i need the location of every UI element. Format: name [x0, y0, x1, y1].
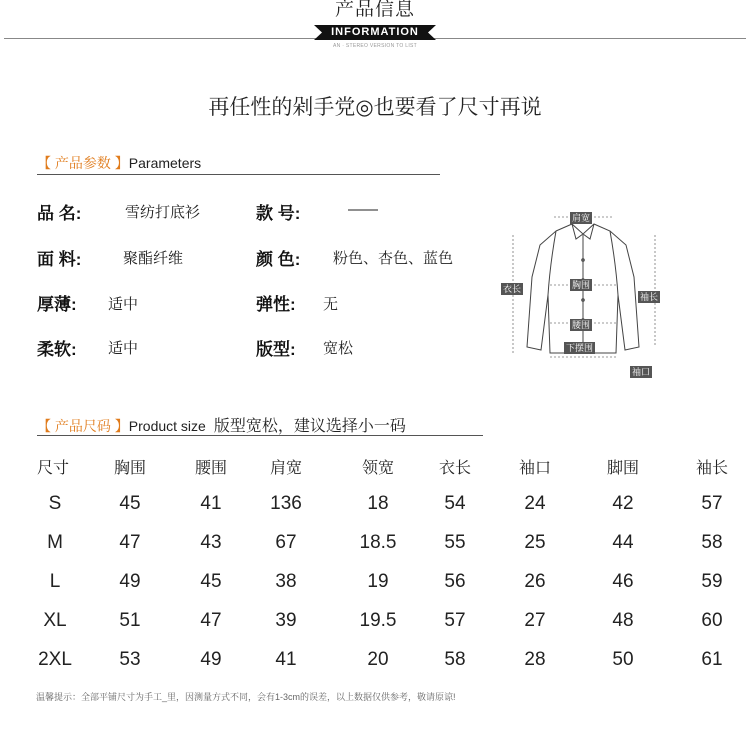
- size-divider: [37, 435, 483, 436]
- header-badge-text: INFORMATION: [331, 26, 419, 38]
- diagram-label-chest: 胸围: [572, 280, 591, 290]
- size-cell-r1-c5: 55: [444, 532, 466, 553]
- size-cell-r1-c2: 43: [200, 532, 222, 553]
- param-value-softness: 适中: [108, 340, 139, 357]
- size-cell-r4-c6: 28: [524, 649, 546, 670]
- shirt-measurement-diagram: [498, 205, 668, 380]
- size-cell-r3-c2: 47: [200, 610, 222, 631]
- param-label-fabric: 面 料:: [37, 250, 82, 269]
- size-header-5: 衣长: [438, 460, 471, 477]
- param-value-style: ——: [348, 201, 378, 218]
- header-subtitle: AN · STEREO VERSION TO LIST: [332, 43, 418, 49]
- size-cell-r3-c6: 27: [524, 610, 546, 631]
- size-cell-r1-c1: 47: [119, 532, 141, 553]
- size-cell-r2-c5: 56: [444, 571, 466, 592]
- params-divider: [37, 174, 440, 175]
- param-value-thickness: 适中: [108, 296, 139, 313]
- size-cell-r0-c0: S: [48, 493, 62, 514]
- size-cell-r3-c1: 51: [119, 610, 141, 631]
- size-cell-r2-c2: 45: [200, 571, 222, 592]
- param-value-fit: 宽松: [323, 340, 354, 357]
- size-header-2: 腰围: [194, 460, 227, 477]
- size-cell-r4-c8: 61: [701, 649, 723, 670]
- size-header-4: 领宽: [361, 460, 394, 477]
- size-header-1: 胸围: [113, 460, 146, 477]
- param-label-color: 颜 色:: [256, 250, 301, 269]
- size-cell-r4-c5: 58: [444, 649, 466, 670]
- size-fit-note: 版型宽松，建议选择小一码: [213, 418, 406, 435]
- size-title-en: Product size: [128, 418, 206, 434]
- param-label-thickness: 厚薄:: [37, 295, 77, 314]
- size-cell-r1-c6: 25: [524, 532, 546, 553]
- diagram-label-hem: 下摆围: [566, 343, 594, 353]
- diagram-label-waist: 腰围: [572, 320, 591, 330]
- size-cell-r0-c4: 18: [367, 493, 389, 514]
- size-cell-r3-c4: 19.5: [359, 610, 397, 631]
- param-label-fit: 版型:: [256, 340, 296, 359]
- diagram-label-length: 衣长: [503, 284, 522, 294]
- size-cell-r2-c1: 49: [119, 571, 141, 592]
- size-cell-r1-c0: M: [47, 532, 63, 553]
- size-cell-r3-c7: 48: [612, 610, 634, 631]
- diagram-label-cuff: 袖口: [632, 367, 651, 377]
- size-cell-r2-c4: 19: [367, 571, 389, 592]
- size-cell-r4-c0: 2XL: [38, 649, 72, 670]
- size-cell-r2-c8: 59: [701, 571, 723, 592]
- size-cell-r0-c3: 136: [270, 493, 302, 514]
- size-cell-r0-c1: 45: [119, 493, 141, 514]
- size-cell-r1-c8: 58: [701, 532, 723, 553]
- size-cell-r4-c3: 41: [275, 649, 297, 670]
- param-label-name: 品 名:: [37, 204, 82, 223]
- size-header-6: 袖口: [518, 460, 551, 477]
- size-cell-r1-c3: 67: [275, 532, 297, 553]
- size-section-title: [37, 413, 406, 436]
- headline: 再任性的剁手党◎也要看了尺寸再说: [208, 96, 542, 119]
- size-cell-r2-c6: 26: [524, 571, 546, 592]
- size-cell-r4-c2: 49: [200, 649, 222, 670]
- size-cell-r3-c8: 60: [701, 610, 723, 631]
- footer-note: 温馨提示：全部平铺尺寸为手工_里，因测量方式不同，会有1-3cm的误差，以上数据仅供参考，敬请原谅!: [36, 692, 456, 702]
- size-cell-r4-c7: 50: [612, 649, 634, 670]
- size-header-8: 袖长: [695, 460, 728, 477]
- param-label-style: 款 号:: [256, 204, 301, 223]
- size-header-7: 脚围: [606, 460, 639, 477]
- params-section-title: [37, 153, 201, 173]
- size-cell-r2-c3: 38: [275, 571, 297, 592]
- size-cell-r1-c4: 18.5: [359, 532, 397, 553]
- param-value-elasticity: 无: [323, 296, 339, 313]
- size-cell-r1-c7: 44: [612, 532, 634, 553]
- diagram-label-sleeve: 袖长: [640, 292, 659, 302]
- size-cell-r3-c5: 57: [444, 610, 466, 631]
- size-cell-r0-c6: 24: [524, 493, 546, 514]
- size-cell-r3-c3: 39: [275, 610, 297, 631]
- param-label-elasticity: 弹性:: [256, 295, 296, 314]
- param-value-name: 雪纺打底衫: [125, 204, 201, 221]
- header-title: 产品信息: [334, 0, 415, 20]
- param-value-color: 粉色、杏色、蓝色: [333, 250, 454, 267]
- size-cell-r2-c7: 46: [612, 571, 634, 592]
- size-cell-r0-c8: 57: [701, 493, 723, 514]
- size-cell-r0-c5: 54: [444, 493, 466, 514]
- params-title-en: Parameters: [128, 155, 202, 171]
- size-cell-r4-c1: 53: [119, 649, 141, 670]
- params-title-cn: 【 产品参数 】: [37, 155, 129, 171]
- size-title-cn: 【 产品尺码 】: [37, 418, 129, 434]
- size-cell-r4-c4: 20: [367, 649, 389, 670]
- size-cell-r3-c0: XL: [43, 610, 67, 631]
- diagram-label-shoulder: 肩宽: [572, 213, 591, 223]
- size-header-3: 肩宽: [269, 460, 302, 477]
- param-value-fabric: 聚酯纤维: [123, 250, 184, 267]
- size-cell-r0-c2: 41: [200, 493, 222, 514]
- size-cell-r0-c7: 42: [612, 493, 634, 514]
- param-label-softness: 柔软:: [37, 340, 77, 359]
- size-header-0: 尺寸: [37, 460, 70, 477]
- size-cell-r2-c0: L: [49, 571, 61, 592]
